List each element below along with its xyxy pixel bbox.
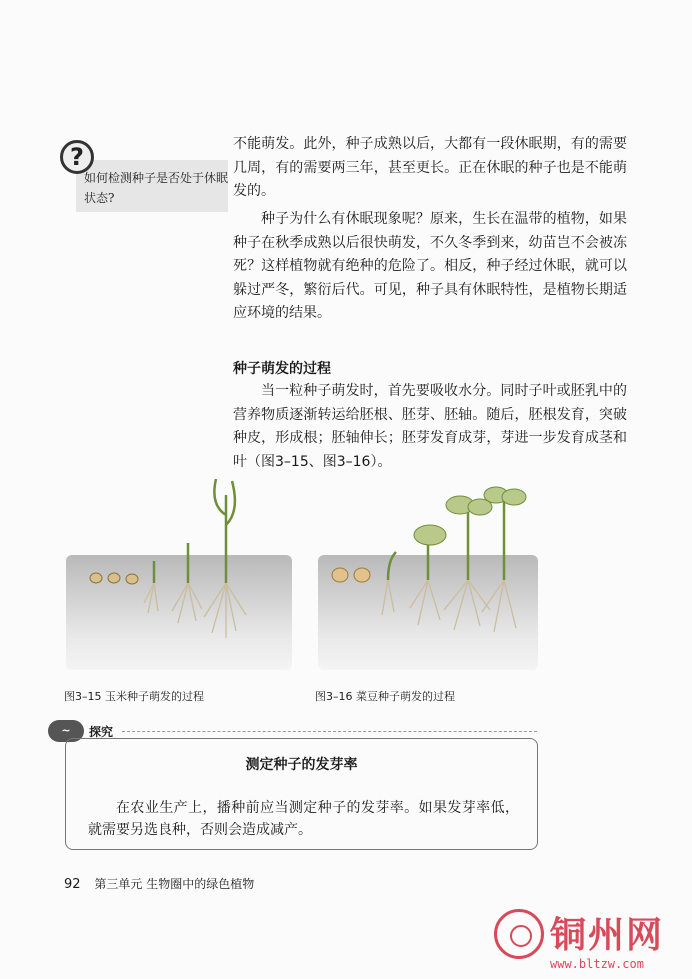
unit-title: 第三单元 生物圈中的绿色植物 xyxy=(94,877,255,891)
question-mark-icon: ? xyxy=(60,140,94,174)
watermark xyxy=(490,905,690,979)
side-question-text: 如何检测种子是否处于休眠状态? xyxy=(84,171,229,205)
explore-text: 在农业生产上，播种前应当测定种子的发芽率。如果发芽率低，就需要另选良种，否则会造成减产。 xyxy=(88,800,519,838)
figure-caption-1: 图3–15 玉米种子萌发的过程 xyxy=(64,690,204,703)
page-footer xyxy=(64,875,254,892)
watermark-url: www.bltzw.com xyxy=(550,957,644,971)
paragraph-1: 不能萌发。此外，种子成熟以后，大都有一段休眠期，有的需要几周，有的需要两三年，甚至更长。正在休眠的种子也是不能萌发的。 xyxy=(233,136,627,199)
watermark-name: 铜州网 xyxy=(550,914,665,956)
figure-bean-germination xyxy=(318,555,538,670)
seal-icon xyxy=(494,909,544,959)
page-number: 92 xyxy=(64,877,81,892)
corn-seedlings-illustration xyxy=(66,475,292,670)
side-question xyxy=(60,140,229,210)
explore-label: 探究 xyxy=(89,725,114,739)
explore-divider xyxy=(122,731,537,732)
bean-seedlings-illustration xyxy=(318,475,538,670)
section-title: 种子萌发的过程 xyxy=(233,361,331,377)
paragraph-2: 种子为什么有休眠现象呢？原来，生长在温带的植物，如果种子在秋季成熟以后很快萌发，不久冬季到来，幼苗岂不会被冻死？这样植物就有绝种的危险了。相反，种子经过休眠，就可以躲过严冬，繁衍后代。可见，种子具有休眠特性，是植物长期适应环境的结果。 xyxy=(233,211,627,321)
figure-corn-germination xyxy=(66,555,292,670)
figure-caption-2: 图3–16 菜豆种子萌发的过程 xyxy=(315,690,455,703)
explore-icon: ~ xyxy=(48,720,84,742)
explore-title: 测定种子的发芽率 xyxy=(245,757,358,773)
paragraph-3: 当一粒种子萌发时，首先要吸收水分。同时子叶或胚乳中的营养物质逐渐转运给胚根、胚芽、胚轴。随后，胚根发育，突破种皮，形成根；胚轴伸长；胚芽发育成芽，芽进一步发育成茎和叶（图3–15、图3–16）。 xyxy=(233,383,627,470)
explore-box xyxy=(65,738,538,850)
